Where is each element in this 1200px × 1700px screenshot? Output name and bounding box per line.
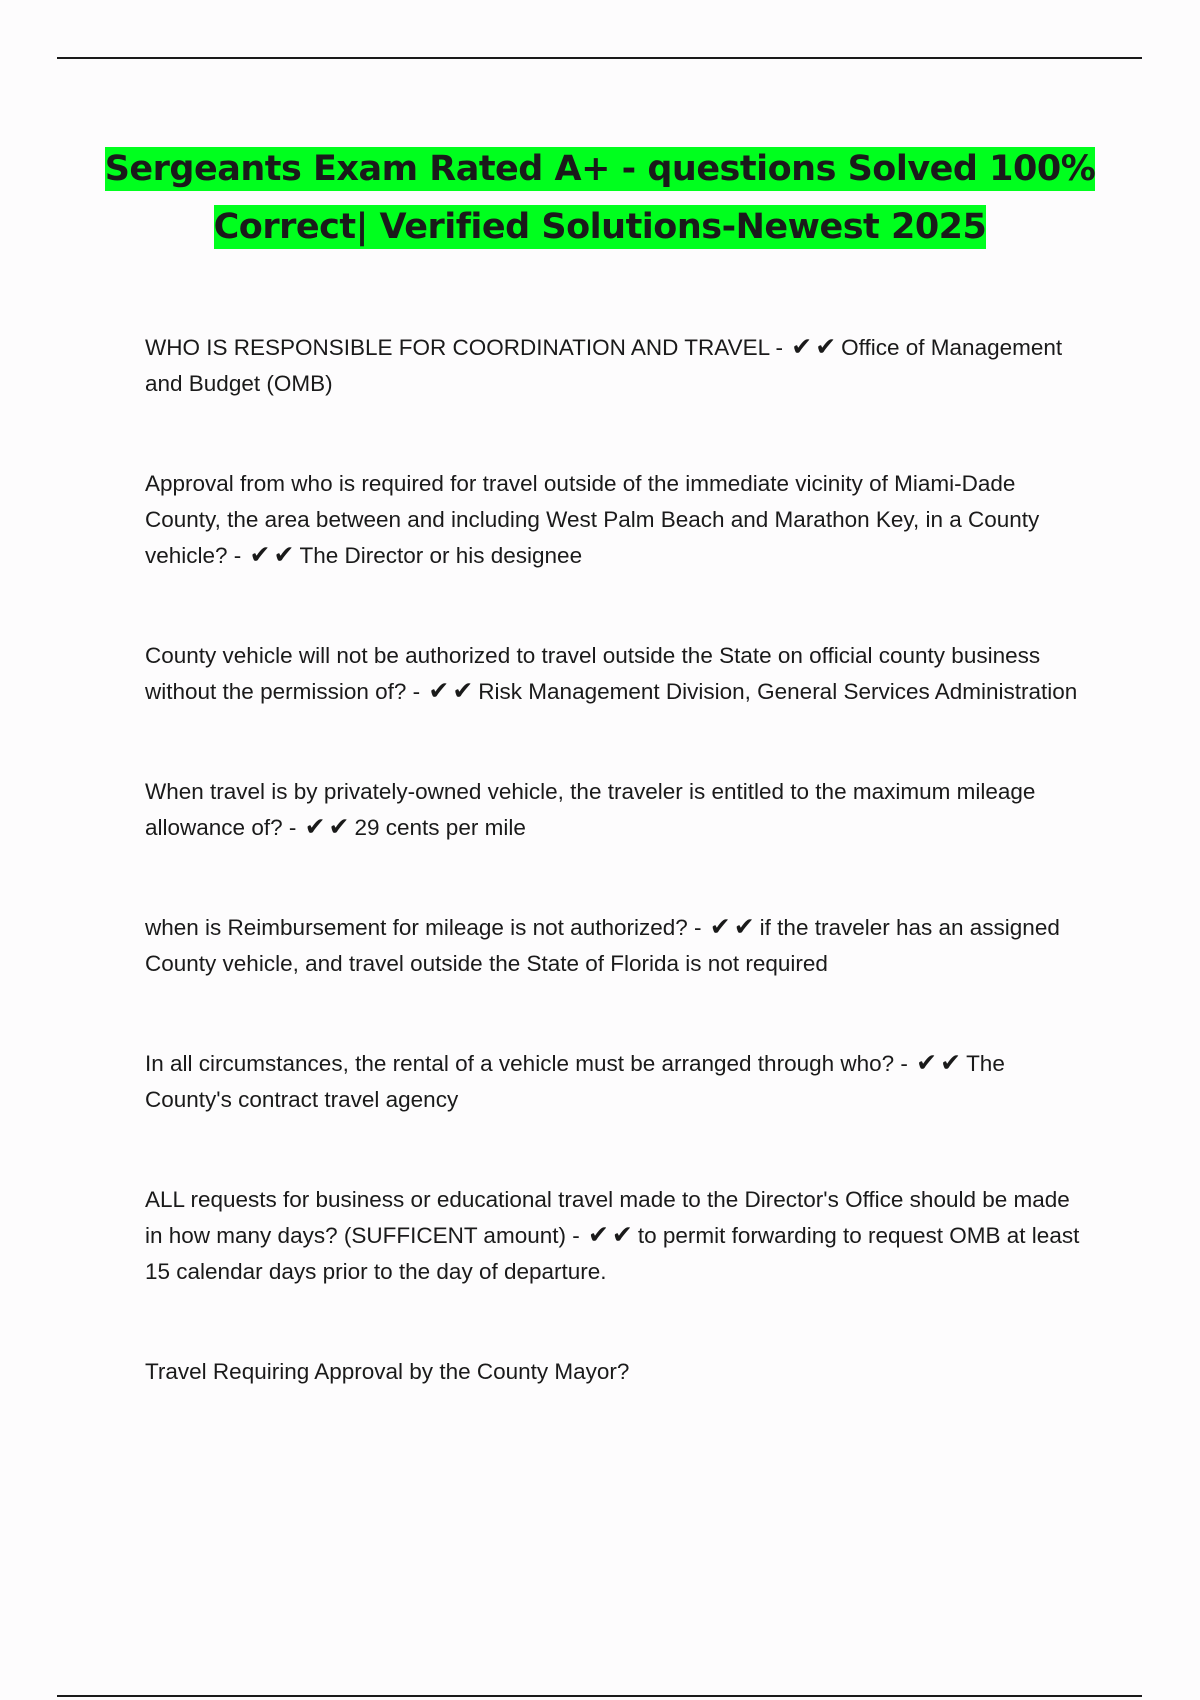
qa-item (145, 1354, 1080, 1390)
qa-item (145, 330, 1080, 402)
qa-item (145, 1046, 1080, 1118)
double-check-icon: ✔✔ (304, 813, 353, 841)
qa-item (145, 774, 1080, 846)
footer-rule (57, 1695, 1142, 1697)
double-check-icon: ✔✔ (709, 913, 758, 941)
header-rule (57, 57, 1142, 59)
question-text: Approval from who is required for travel outside of the immediate vicinity of Miami-Dade County, the area between and including West Palm Beach and Marathon Key, in a County vehicle? - (145, 471, 1040, 568)
qa-item (145, 910, 1080, 982)
answer-text: to permit forwarding to request OMB at least 15 calendar days prior to the day of departure. (145, 1223, 1080, 1284)
question-text: In all circumstances, the rental of a vehicle must be arranged through who? - (145, 1051, 915, 1076)
double-check-icon: ✔✔ (428, 677, 477, 705)
question-text: Travel Requiring Approval by the County Mayor? (145, 1359, 630, 1384)
page-title (100, 140, 1100, 256)
question-text: County vehicle will not be authorized to travel outside the State on official county business without the permission of? - (145, 643, 1041, 704)
answer-text: 29 cents per mile (354, 815, 526, 840)
double-check-icon: ✔✔ (249, 541, 298, 569)
question-text: When travel is by privately-owned vehicle, the traveler is entitled to the maximum mileage allowance of? - (145, 779, 1036, 840)
question-text: WHO IS RESPONSIBLE FOR COORDINATION AND TRAVEL - (145, 335, 790, 360)
double-check-icon: ✔✔ (587, 1221, 636, 1249)
answer-text: if the traveler has an assigned County vehicle, and travel outside the State of Florida is not required (145, 915, 1060, 976)
title-line-2: Correct| Verified Solutions-Newest 2025 (213, 207, 987, 247)
question-text: ALL requests for business or educational travel made to the Director's Office should be made in how many days? (SUFFICENT amount) - (145, 1187, 1070, 1248)
answer-text: The Director or his designee (299, 543, 583, 568)
qa-item (145, 466, 1080, 574)
double-check-icon: ✔✔ (791, 333, 840, 361)
answer-text: The County's contract travel agency (145, 1051, 1005, 1112)
answer-text: Risk Management Division, General Services Administration (478, 679, 1078, 704)
qa-item (145, 1182, 1080, 1290)
title-line-1: Sergeants Exam Rated A+ - questions Solved 100% (104, 149, 1096, 189)
qa-item (145, 638, 1080, 710)
qa-list (145, 330, 1080, 1390)
answer-text: Office of Management and Budget (OMB) (145, 335, 1063, 396)
question-text: when is Reimbursement for mileage is not authorized? - (145, 915, 708, 940)
double-check-icon: ✔✔ (916, 1049, 965, 1077)
